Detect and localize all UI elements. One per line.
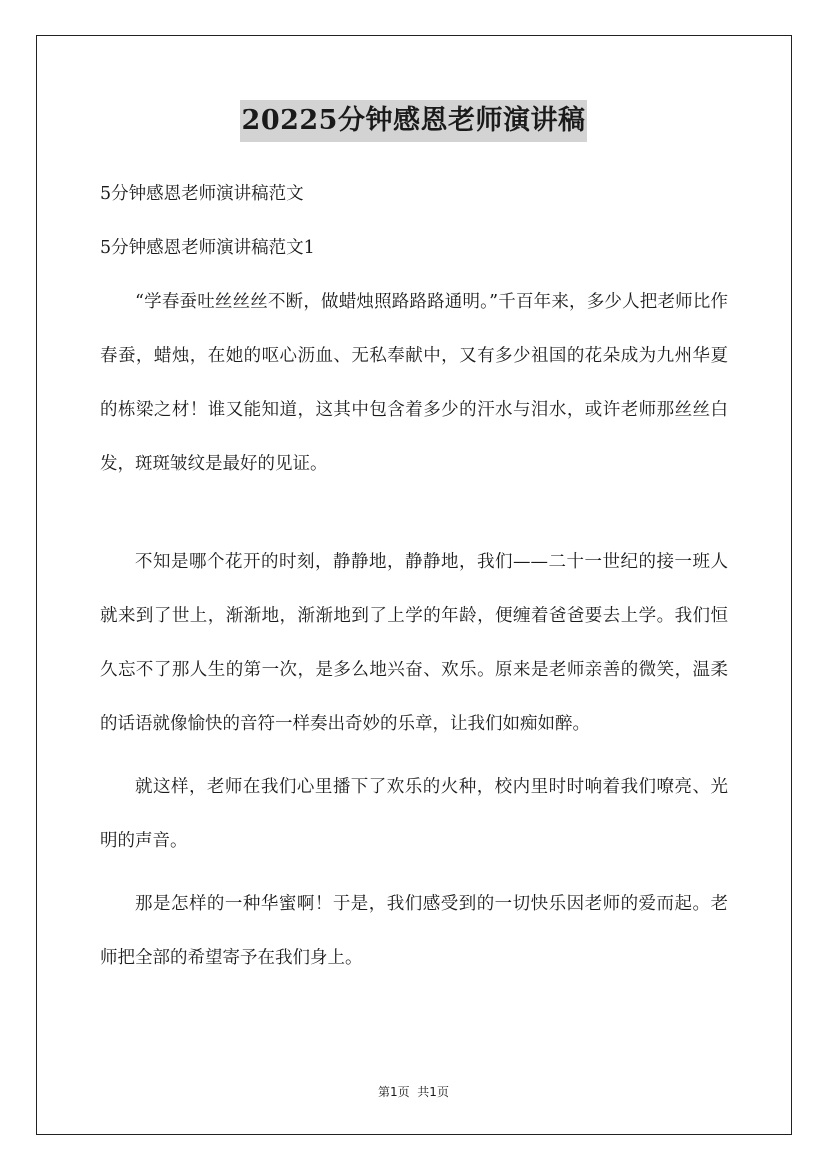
paragraph-2: 不知是哪个花开的时刻，静静地，静静地，我们——二十一世纪的接一班人就来到了世上，渐渐地，渐渐地到了上学的年龄，便缠着爸爸要去上学。我们恒久忘不了那人生的第一次，是多么地兴奋、欢乐。原来是老师亲善的微笑，温柔的话语就像愉快的音符一样奏出奇妙的乐章，让我们如痴如醉。	[100, 552, 728, 734]
paragraph-1: “学春蚕吐丝丝丝不断，做蜡烛照路路路通明。”千百年来，多少人把老师比作春蚕，蜡烛，在她的呕心沥血、无私奉献中，又有多少祖国的花朵成为九州华夏的栋梁之材！谁又能知道，这其中包含着多少的汗水与泪水，或许老师那丝丝白发，斑斑皱纹是最好的见证。	[100, 292, 728, 474]
subheading-1: 5分钟感恩老师演讲稿范文	[100, 184, 304, 204]
paragraph-4: 那是怎样的一种华蜜啊！于是，我们感受到的一切快乐因老师的爱而起。老师把全部的希望寄予在我们身上。	[100, 894, 728, 968]
paragraph-3: 就这样，老师在我们心里播下了欢乐的火种，校内里时时响着我们嘹亮、光明的声音。	[100, 777, 728, 851]
document-title: 20225分钟感恩老师演讲稿	[240, 100, 588, 142]
subheading-2: 5分钟感恩老师演讲稿范文1	[100, 238, 315, 258]
document-body	[100, 176, 728, 1003]
title-container	[0, 100, 827, 142]
page-footer: 第1页 共1页	[378, 1085, 449, 1099]
